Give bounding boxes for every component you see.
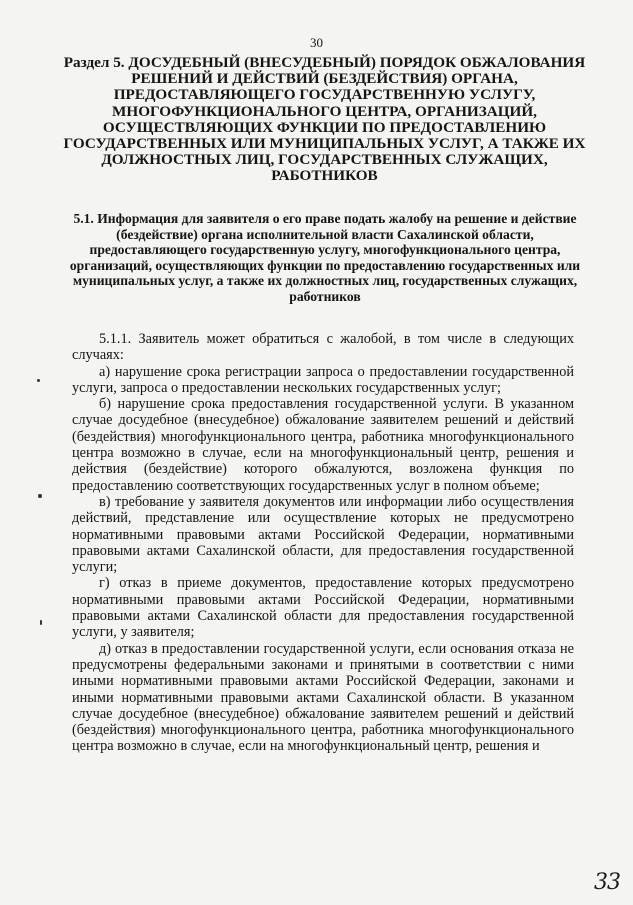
- paragraph-item-b: б) нарушение срока предоставления государственной услуги. В указанном случае досудебное (внесудебное) обжалование заявителем решений и действий (бездействия) многофункционального центра, работника многофункционального центра возможно в случае, если на многофункциональный центр, решения и действия (бездействие) которого обжалуются, возложена функция по предоставлению соответствующих государственных услуг в полном объеме;: [72, 396, 574, 494]
- section-heading: Раздел 5. ДОСУДЕБНЫЙ (ВНЕСУДЕБНЫЙ) ПОРЯДОК ОБЖАЛОВАНИЯ РЕШЕНИЙ И ДЕЙСТВИЙ (БЕЗДЕЙСТВИЯ) ОРГАНА, ПРЕДОСТАВЛЯЮЩЕГО ГОСУДАРСТВЕННУЮ УСЛУГУ, МНОГОФУНКЦИОНАЛЬНОГО ЦЕНТРА, ОРГАНИЗАЦИЙ, ОСУЩЕСТВЛЯЮЩИХ ФУНКЦИИ ПО ПРЕДОСТАВЛЕНИЮ ГОСУДАРСТВЕННЫХ ИЛИ МУНИЦИПАЛЬНЫХ УСЛУГ, А ТАКЖЕ ИХ ДОЛЖНОСТНЫХ ЛИЦ, ГОСУДАРСТВЕННЫХ СЛУЖАЩИХ, РАБОТНИКОВ: [63, 54, 586, 185]
- paragraph-item-g: г) отказ в приеме документов, предоставление которых предусмотрено нормативными правовыми актами Российской Федерации, нормативными правовыми актами Сахалинской области для предоставления государственной услуги, у заявителя;: [72, 575, 574, 641]
- subsection-heading: 5.1. Информация для заявителя о его праве подать жалобу на решение и действие (бездействие) органа исполнительной власти Сахалинской области, предоставляющего государственную услугу, многофункционального центра, организаций, осуществляющих функции по предоставлению государственных или муниципальных услуг, а также их должностных лиц, государственных служащих, работников: [69, 211, 581, 304]
- margin-mark: [37, 379, 40, 382]
- handwritten-page-number: 33: [594, 870, 620, 895]
- page-number: 30: [310, 35, 323, 50]
- paragraph-item-v: в) требование у заявителя документов или информации либо осуществления действий, представление или осуществление которых не предусмотрено нормативными правовыми актами Российской Федерации, нормативными правовыми актами Сахалинской области, для предоставления государственной услуги;: [72, 493, 574, 576]
- margin-mark: [40, 620, 42, 625]
- paragraph-item-a: а) нарушение срока регистрации запроса о предоставлении государственной услуги, запроса о предоставлении нескольких государственных услуг;: [72, 363, 574, 396]
- margin-mark: [38, 494, 42, 498]
- body-text: [72, 331, 574, 755]
- paragraph-item-d: д) отказ в предоставлении государственной услуги, если основания отказа не предусмотрены федеральными законами и принятыми в соответствии с ними иными нормативными правовыми актами Российской Федерации, законами и иными нормативными правовыми актами Сахалинской области. В указанном случае досудебное (внесудебное) обжалование заявителем решений и действий (бездействия) многофункционального центра, работника многофункционального центра возможно в случае, если на многофункциональный центр, решения и: [72, 640, 574, 755]
- paragraph-5-1-1: 5.1.1. Заявитель может обратиться с жалобой, в том числе в следующих случаях:: [72, 331, 574, 364]
